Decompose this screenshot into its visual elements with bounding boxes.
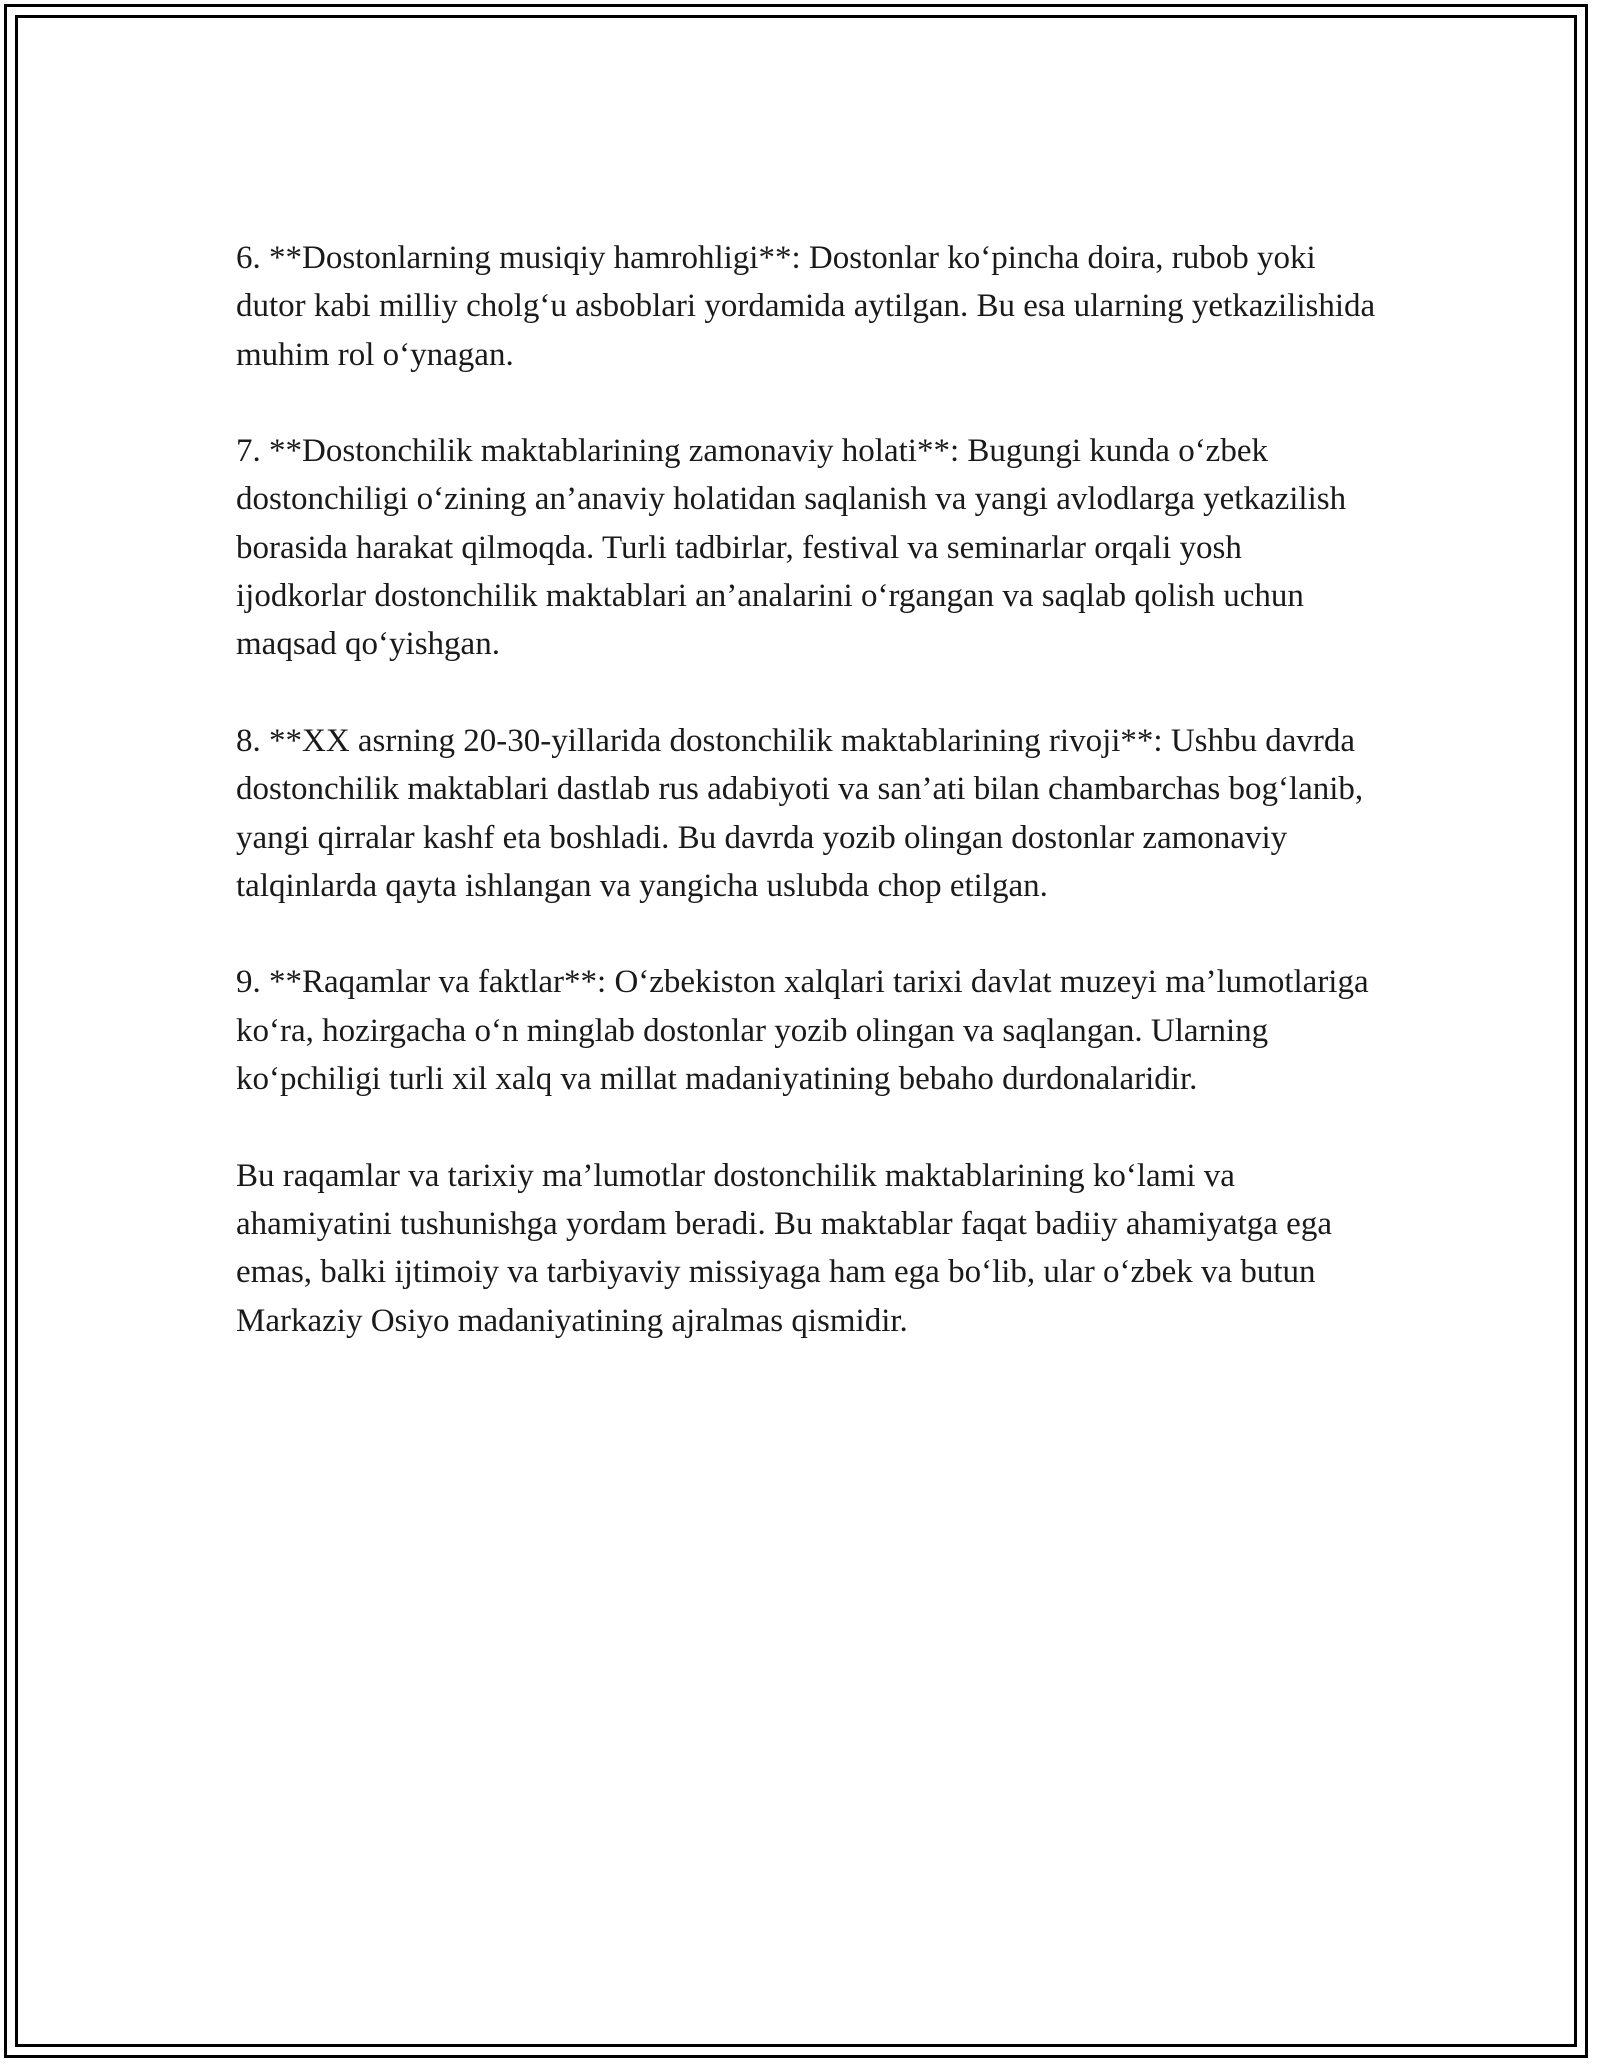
document-body [236,234,1376,1345]
paragraph-modern-state: 7. **Dostonchilik maktablarining zamonaviy holati**: Bugungi kunda o‘zbek dostonchiligi o‘zining an’anaviy holatidan saqlanish va yangi avlodlarga yetkazilish borasida harakat qilmoqda. Turli tadbirlar, festival va seminarlar orqali yosh ijodkorlar dostonchilik maktablari an’analarini o‘rgangan va saqlab qolish uchun maqsad qo‘yishgan. [236,433,1347,663]
paragraph-conclusion: Bu raqamlar va tarixiy ma’lumotlar dostonchilik maktablarining ko‘lami va ahamiyatini tushunishga yordam beradi. Bu maktablar faqat badiiy ahamiyatga ega emas, balki ijtimoiy va tarbiyaviy missiyaga ham ega bo‘lib, ular o‘zbek va butun Markaziy Osiyo madaniyatining ajralmas qismidir. [236,1157,1332,1339]
paragraph-numbers-and-facts: 9. **Raqamlar va faktlar**: O‘zbekiston xalqlari tarixi davlat muzeyi ma’lumotlariga ko‘ra, hozirgacha o‘n minglab dostonlar yozib olingan va saqlangan. Ularning ko‘pchiligi turli xil xalq va millat madaniyatining bebaho durdonalaridir. [236,964,1369,1098]
paragraph-20th-century-development: 8. **XX asrning 20-30-yillarida dostonchilik maktablarining rivoji**: Ushbu davrda dostonchilik maktablari dastlab rus adabiyoti va san’ati bilan chambarchas bog‘lanib, yangi qirralar kashf eta boshladi. Bu davrda yozib olingan dostonlar zamonaviy talqinlarda qayta ishlangan va yangicha uslubda chop etilgan. [236,722,1364,904]
paragraph-musical-accompaniment: 6. **Dostonlarning musiqiy hamrohligi**: Dostonlar ko‘pincha doira, rubob yoki dutor kabi milliy cholg‘u asboblari yordamida aytilgan. Bu esa ularning yetkazilishida muhim rol o‘ynagan. [236,240,1376,373]
